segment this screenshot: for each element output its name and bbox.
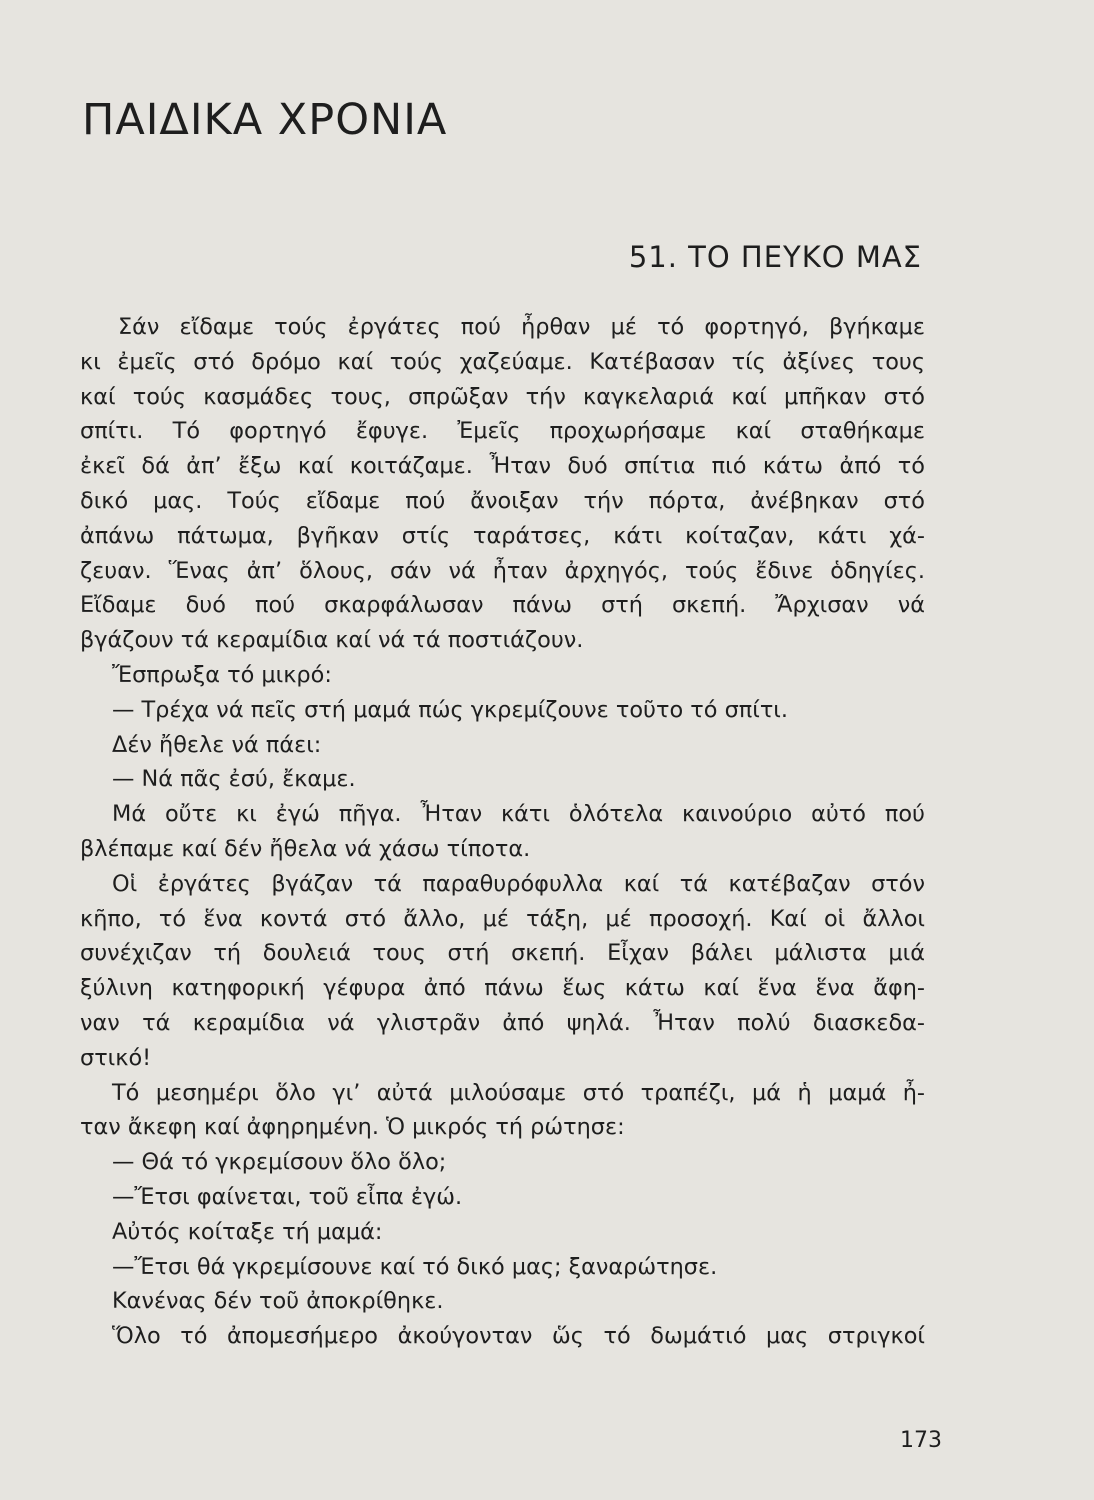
text-line: ναν τά κεραμίδια νά γλιστρᾶν ἀπό ψηλά. Ἦταν πολύ διασκεδα- — [80, 1009, 925, 1036]
text-line: ἐκεῖ δά ἀπ’ ἔξω καί κοιτάζαμε. Ἦταν δυό σπίτια πιό κάτω ἀπό τό — [80, 453, 925, 480]
text-line: ζευαν. Ἕνας ἀπ’ ὅλους, σάν νά ἦταν ἀρχηγός, τούς ἔδινε ὁδηγίες. — [80, 557, 925, 584]
text-line: Ἔσπρωξα τό μικρό: — [112, 661, 332, 688]
text-line: βλέπαμε καί δέν ἤθελα νά χάσω τίποτα. — [80, 835, 531, 862]
running-head: ΠΑΙΔΙΚΑ ΧΡΟΝΙΑ — [82, 95, 448, 145]
chapter-title: 51. ΤΟ ΠΕΥΚΟ ΜΑΣ — [628, 240, 922, 274]
text-line: Μά οὔτε κι ἐγώ πῆγα. Ἦταν κάτι ὁλότελα καινούριο αὐτό πού — [112, 801, 925, 828]
text-line: ἀπάνω πάτωμα, βγῆκαν στίς ταράτσες, κάτι κοίταζαν, κάτι χά- — [80, 522, 925, 549]
text-line: ταν ἄκεφη καί ἀφηρημένη. Ὁ μικρός τή ρώτησε: — [80, 1114, 625, 1141]
text-line: Οἱ ἐργάτες βγάζαν τά παραθυρόφυλλα καί τά κατέβαζαν στόν — [112, 870, 925, 897]
text-line: δικό μας. Τούς εἴδαμε πού ἄνοιξαν τήν πόρτα, ἀνέβηκαν στό — [80, 487, 925, 514]
text-line: Εἴδαμε δυό πού σκαρφάλωσαν πάνω στή σκεπή. Ἄρχισαν νά — [80, 592, 925, 619]
dialogue-line: —Ἔτσι φαίνεται, τοῦ εἶπα ἐγώ. — [112, 1183, 463, 1210]
text-line: κῆπο, τό ἕνα κοντά στό ἄλλο, μέ τάξη, μέ προσοχή. Καί οἱ ἄλλοι — [80, 905, 925, 932]
text-line: ξύλινη κατηφορική γέφυρα ἀπό πάνω ἕως κάτω καί ἕνα ἕνα ἄφη- — [80, 975, 925, 1002]
page-number: 173 — [900, 1428, 942, 1453]
dialogue-line: — Νά πᾶς ἐσύ, ἔκαμε. — [112, 766, 356, 793]
text-line: σπίτι. Τό φορτηγό ἔφυγε. Ἐμεῖς προχωρήσαμε καί σταθήκαμε — [80, 418, 925, 445]
text-line: συνέχιζαν τή δουλειά τους στή σκεπή. Εἶχαν βάλει μάλιστα μιά — [80, 940, 925, 967]
text-line: καί τούς κασμάδες τους, σπρῶξαν τήν καγκελαριά καί μπῆκαν στό — [80, 383, 925, 410]
body-text — [80, 310, 925, 1354]
text-line: βγάζουν τά κεραμίδια καί νά τά ποστιάζουν. — [80, 627, 584, 654]
text-line: Κανένας δέν τοῦ ἀποκρίθηκε. — [112, 1288, 444, 1315]
text-line: Σάν εἴδαμε τούς ἐργάτες πού ἦρθαν μέ τό φορτηγό, βγήκαμε — [118, 314, 925, 340]
dialogue-line: —Ἔτσι θά γκρεμίσουνε καί τό δικό μας; ξαναρώτησε. — [112, 1253, 718, 1280]
text-line: στικό! — [80, 1044, 152, 1071]
text-line: Δέν ἤθελε νά πάει: — [112, 731, 322, 758]
dialogue-line: — Τρέχα νά πεῖς στή μαμά πώς γκρεμίζουνε τοῦτο τό σπίτι. — [112, 696, 789, 723]
text-line: Τό μεσημέρι ὅλο γι’ αὐτά μιλούσαμε στό τραπέζι, μά ἡ μαμά ἦ- — [112, 1079, 925, 1106]
dialogue-line: — Θά τό γκρεμίσουν ὅλο ὅλο; — [112, 1149, 447, 1176]
text-line: Αὐτός κοίταξε τή μαμά: — [112, 1218, 383, 1245]
text-line: Ὅλο τό ἀπομεσήμερο ἀκούγονταν ὥς τό δωμάτιό μας στριγκοί — [112, 1323, 925, 1350]
text-line: κι ἐμεῖς στό δρόμο καί τούς χαζεύαμε. Κατέβασαν τίς ἀξίνες τους — [80, 348, 925, 375]
